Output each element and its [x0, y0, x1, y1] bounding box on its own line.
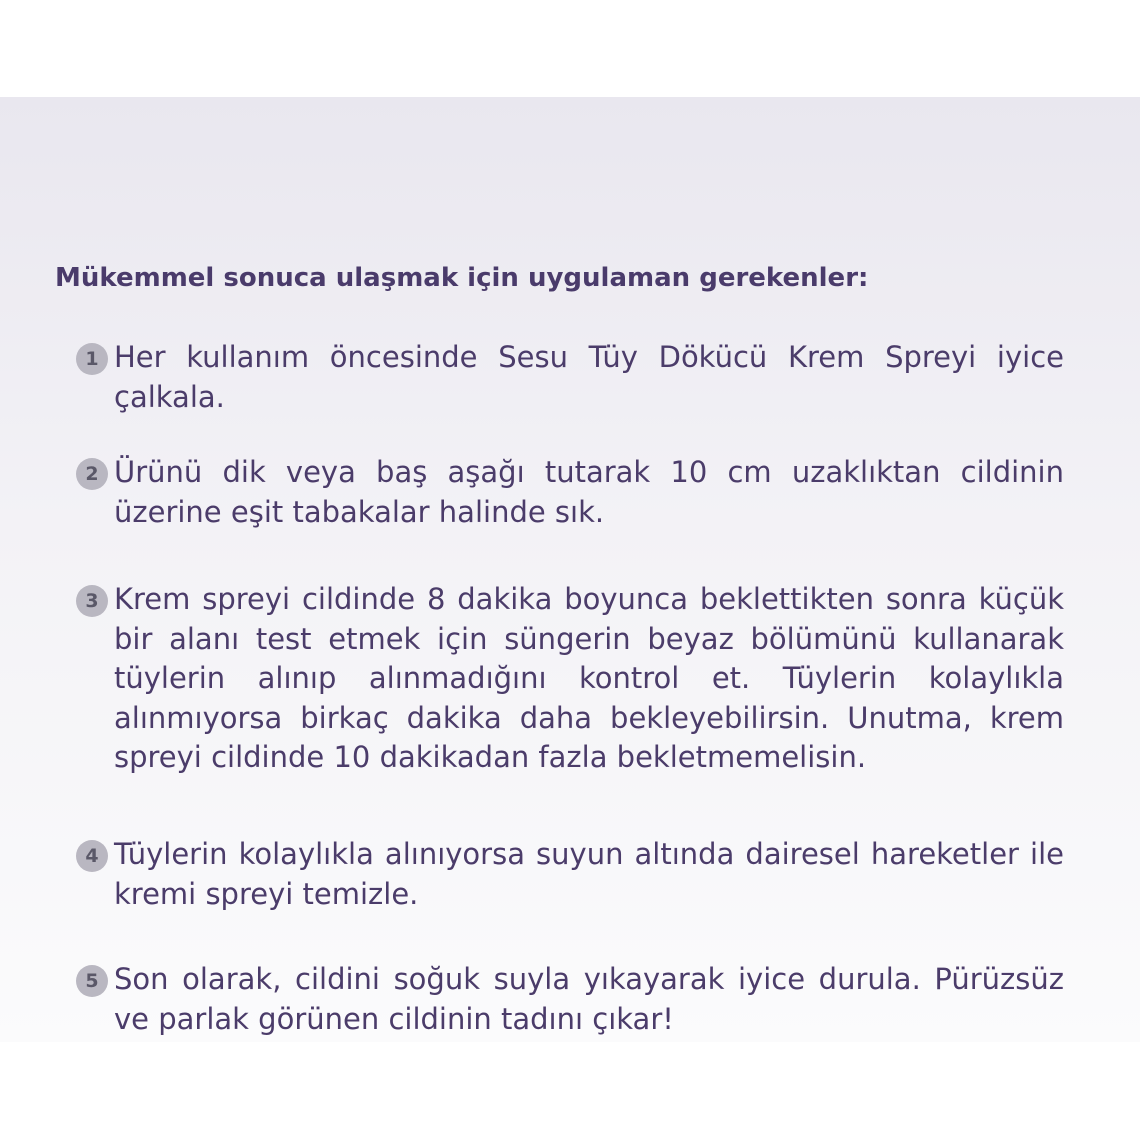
step-number-badge: 3	[76, 585, 108, 617]
step-text: Krem spreyi cildinde 8 dakika boyunca beklettikten sonra küçük bir alanı test etmek için süngerin beyaz bölümünü kullanarak tüylerin alınıp alınmadığını kontrol et. Tüylerin kolaylıkla alınmıyorsa birkaç dakika daha bekleyebilirsin. Unutma, krem spreyi cildinde 10 dakikadan fazla bekletmemelisin.	[114, 582, 1064, 774]
step-number-badge: 1	[76, 343, 108, 375]
step-text: Tüylerin kolaylıkla alınıyorsa suyun altında dairesel hareketler ile kremi spreyi temizle.	[114, 837, 1064, 911]
instructions-heading: Mükemmel sonuca ulaşmak için uygulaman gerekenler:	[55, 263, 869, 293]
step-text: Son olarak, cildini soğuk suyla yıkayarak iyice durula. Pürüzsüz ve parlak görünen cildinin tadını çıkar!	[114, 962, 1064, 1036]
step-number-badge: 2	[76, 458, 108, 490]
step-text: Her kullanım öncesinde Sesu Tüy Dökücü Krem Spreyi iyice çalkala.	[114, 340, 1064, 414]
step-number-badge: 4	[76, 840, 108, 872]
step-text: Ürünü dik veya baş aşağı tutarak 10 cm uzaklıktan cildinin üzerine eşit tabakalar halinde sık.	[114, 455, 1064, 529]
step-number-badge: 5	[76, 965, 108, 997]
